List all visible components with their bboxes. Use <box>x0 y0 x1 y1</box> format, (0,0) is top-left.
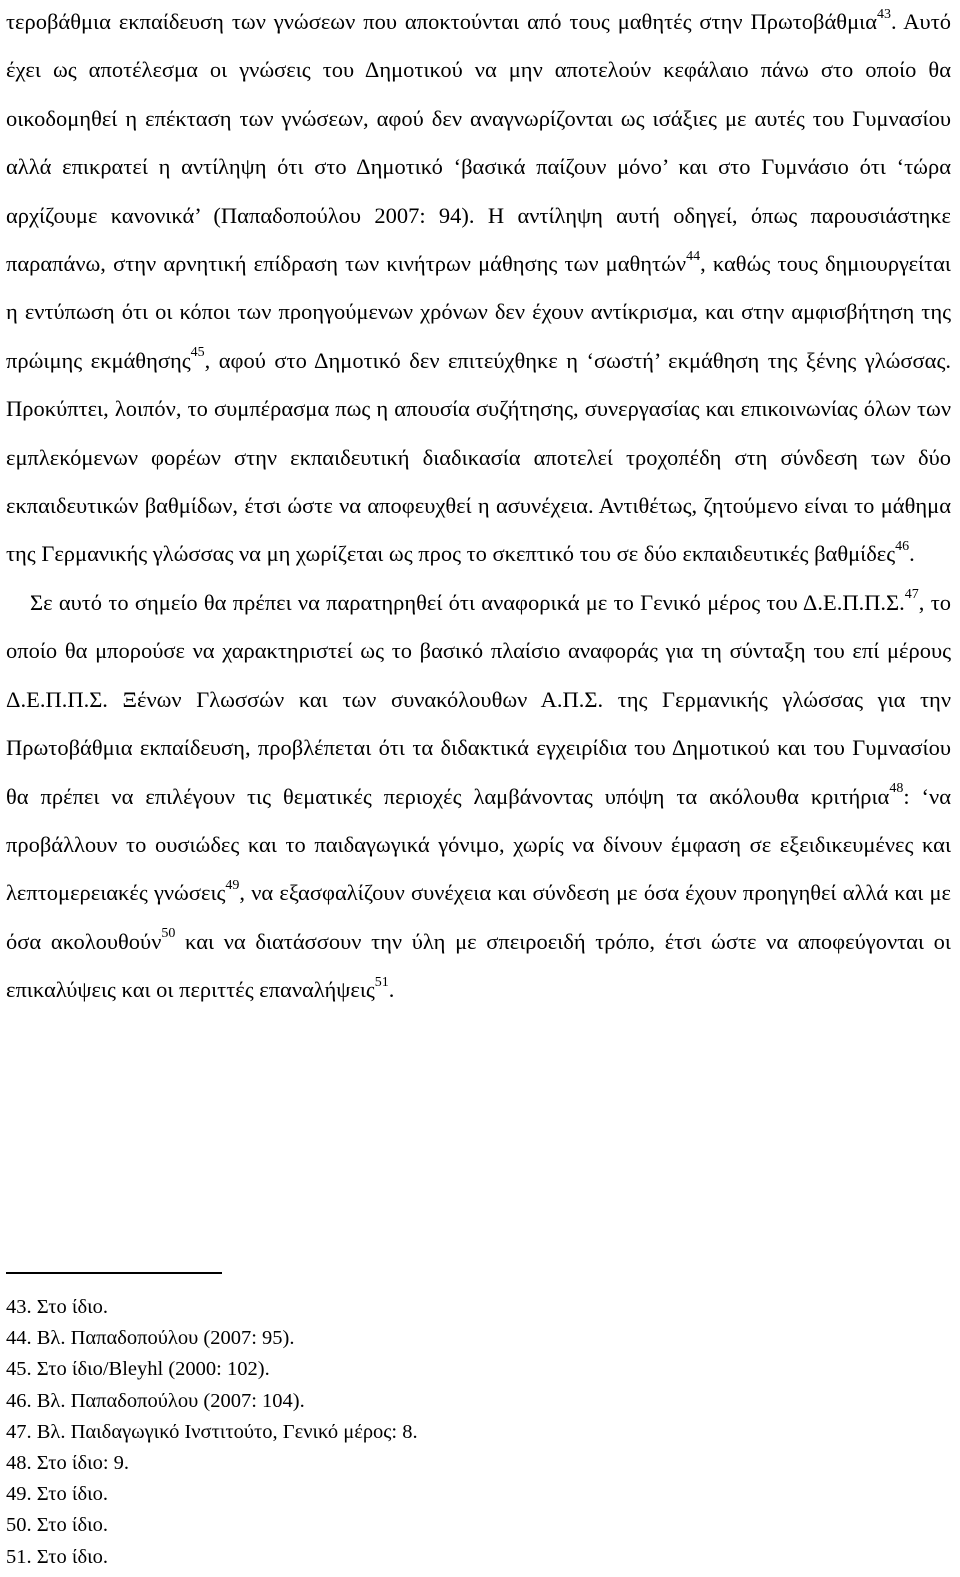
footnote-separator <box>6 1272 222 1274</box>
footnote-49: 49. Στο ίδιο. <box>6 1483 108 1506</box>
paragraph-1-text-1: τεροβάθμια εκπαίδευση των γνώσεων που αποκτούνται από τους μαθητές στην Πρωτοβάθμια <box>6 9 877 34</box>
paragraph-2-text-5: και να διατάσσουν την ύλη με σπειροειδή τρόπο, έτσι ώστε να αποφεύγονται οι επικαλύψεις και οι περιττές επαναλήψεις <box>6 928 951 1003</box>
footnote-45: 45. Στο ίδιο/Bleyhl (2000: 102). <box>6 1358 270 1381</box>
document-page <box>6 0 951 1568</box>
paragraph-1-text-2: . Αυτό έχει ως αποτέλεσμα οι γνώσεις του Δημοτικού να μην αποτελούν κεφάλαιο πάνω στο οποίο θα οικοδομηθεί η επέκταση των γνώσεων, αφού δεν αναγνωρίζονται ως ισάξιες με αυτές του Γυμνασίου αλλά επικρατεί η αντίληψη ότι στο Δημοτικό ‘βασικά παίζουν μόνο’ και στο Γυμνάσιο ότι ‘τώρα αρχίζουμε κανονικά’ (Παπαδοπούλου 2007: 94). Η αντίληψη αυτή οδηγεί, όπως παρουσιάστηκε παραπάνω, στην αρνητική επίδραση των κινήτρων μάθησης των μαθητών <box>6 9 951 277</box>
footnote-48: 48. Στο ίδιο: 9. <box>6 1452 130 1475</box>
paragraph-2-text-2: , το οποίο θα μπορούσε να χαρακτηριστεί ως το βασικό πλαίσιο αναφοράς για τη σύνταξη του επί μέρους Δ.Ε.Π.Π.Σ. Ξένων Γλωσσών και των συνακόλουθων Α.Π.Σ. της Γερμανικής γλώσσας για την Πρωτοβάθμια εκπαίδευση, προβλέπεται ότι τα διδακτικά εγχειρίδια του Δημοτικού και του Γυμνασίου θα πρέπει να επιλέγουν τις θεματικές περιοχές λαμβάνοντας υπόψη τα ακόλουθα κριτήρια <box>6 589 951 809</box>
paragraph-2-text-6: . <box>388 977 395 1003</box>
footnote-ref-45: 45 <box>190 345 205 361</box>
paragraph-1-text-4: , αφού στο Δημοτικό δεν επιτεύχθηκε η ‘σωστή’ εκμάθηση της ξένης γλώσσας. Προκύπτει, λοιπόν, το συμπέρασμα πως η απουσία συζήτησης, συνεργασίας και επικοινωνίας όλων των εμπλεκόμενων φορέων στην εκπαιδευτική διαδικασία αποτελεί τροχοπέδη στη σύνδεση των δύο εκπαιδευτικών βαθμίδων, έτσι ώστε να αποφευχθεί η ασυνέχεια. Αντιθέτως, ζητούμενο είναι το μάθημα της Γερμανικής γλώσσας να μη χωρίζεται ως προς το σκεπτικό του σε δύο εκπαιδευτικές βαθμίδες <box>6 347 951 567</box>
body-paragraph-2 <box>6 579 951 1015</box>
footnote-ref-48: 48 <box>889 781 904 796</box>
paragraph-2-text-4: , να εξασφαλίζουν συνέχεια και σύνδεση με όσα έχουν προηγηθεί αλλά και με όσα ακολουθούν <box>6 880 951 954</box>
footnote-47: 47. Βλ. Παιδαγωγικό Ινστιτούτο, Γενικό μέρος: 8. <box>6 1420 418 1443</box>
paragraph-1-text-3: , καθώς τους δημιουργείται η εντύπωση ότι οι κόποι των προηγούμενων χρόνων δεν έχουν αντίκρισμα, και στην αμφισβήτηση της πρώιμης εκμάθησης <box>6 251 951 373</box>
paragraph-1-text-5: . <box>909 541 915 567</box>
footnote-ref-46: 46 <box>895 538 910 554</box>
footnote-46: 46. Βλ. Παπαδοπούλου (2007: 104). <box>6 1389 305 1412</box>
footnote-ref-43: 43 <box>876 6 891 22</box>
paragraph-2-text-3: : ‘να προβάλλουν το ουσιώδες και το παιδαγωγικά γόνιμο, χωρίς να δίνουν έμφαση σε εξειδικευμένες και λεπτομερειακές γνώσεις <box>6 783 951 906</box>
footnote-ref-44: 44 <box>686 248 701 264</box>
footnote-ref-47: 47 <box>904 587 919 603</box>
footnote-list <box>6 1292 418 1573</box>
footnote-43: 43. Στο ίδιο. <box>6 1296 108 1318</box>
footnote-ref-50: 50 <box>161 926 176 942</box>
footnote-44: 44. Βλ. Παπαδοπούλου (2007: 95). <box>6 1327 295 1350</box>
footnote-50: 50. Στο ίδιο. <box>6 1514 108 1537</box>
footnote-ref-51: 51 <box>374 974 389 990</box>
footnote-ref-49: 49 <box>225 877 240 893</box>
body-paragraph-1 <box>6 0 951 579</box>
footnote-51: 51. Στο ίδιο. <box>6 1545 108 1568</box>
paragraph-2-text-1: Σε αυτό το σημείο θα πρέπει να παρατηρηθεί ότι αναφορικά με το Γενικό μέρος του Δ.Ε.Π.Π.Σ. <box>30 589 905 615</box>
